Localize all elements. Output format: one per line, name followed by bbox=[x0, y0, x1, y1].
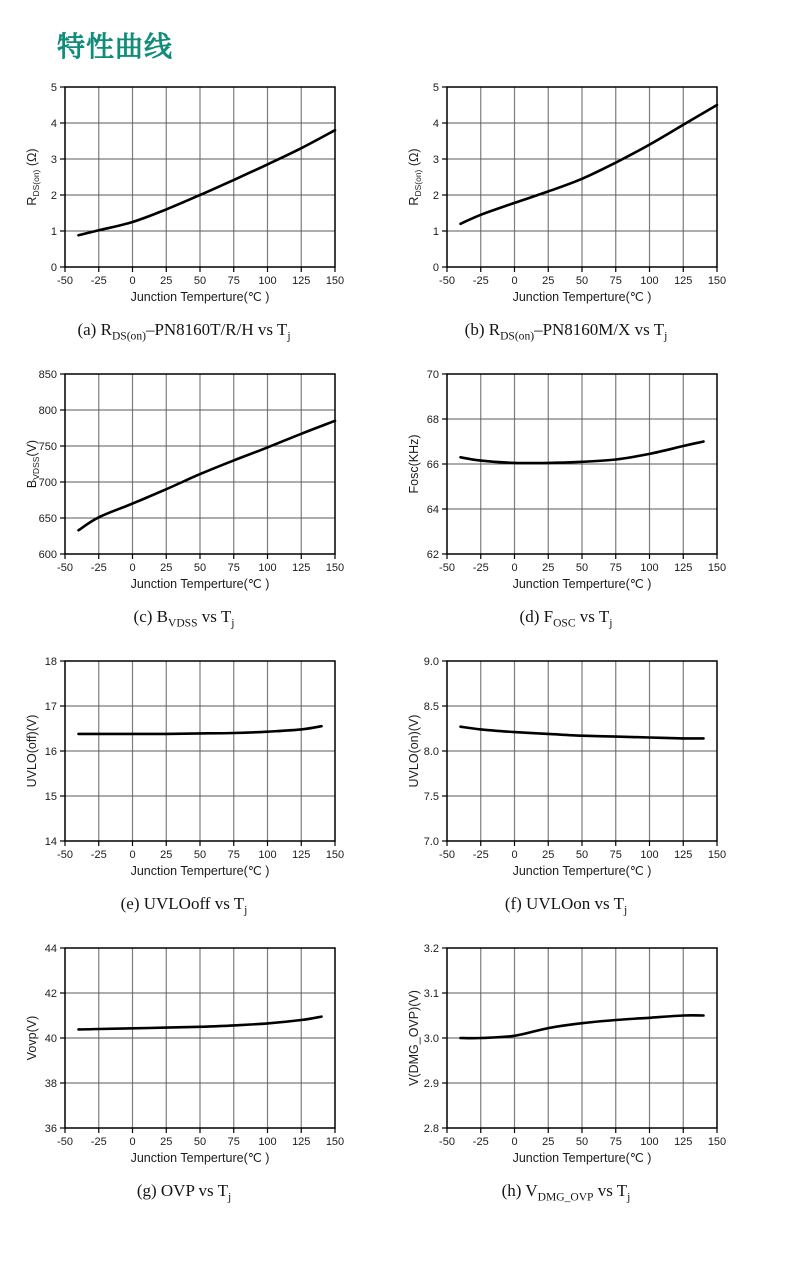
chart-f-ytick: 7.0 bbox=[423, 836, 439, 848]
chart-f-xtick: 150 bbox=[707, 849, 727, 861]
chart-f-xtick: 75 bbox=[609, 849, 622, 861]
chart-e-xtick: 100 bbox=[258, 849, 277, 861]
chart-c-xtick: 150 bbox=[325, 562, 345, 574]
chart-h-ytick: 2.9 bbox=[423, 1078, 439, 1090]
chart-e-xtick: 125 bbox=[292, 849, 311, 861]
chart-h-ytick: 3.2 bbox=[423, 943, 439, 955]
chart-a-ytick: 5 bbox=[50, 82, 57, 94]
chart-b-xtick: -25 bbox=[472, 275, 489, 287]
chart-h-xlabel: Junction Temperture(℃ ) bbox=[512, 1151, 652, 1165]
chart-g-xtick: -50 bbox=[57, 1136, 73, 1148]
chart-a-xtick: 100 bbox=[258, 275, 277, 287]
chart-e-xtick: 75 bbox=[227, 849, 240, 861]
chart-a-ylabel: $R_{DS(on)}$ (Ω) bbox=[25, 148, 41, 206]
chart-c-caption: (c) $B_{VDSS}$ vs $T_j$ bbox=[133, 607, 235, 630]
chart-f-canvas bbox=[401, 651, 731, 885]
chart-a-xtick: -50 bbox=[57, 275, 73, 287]
chart-h-xtick: 150 bbox=[707, 1136, 727, 1148]
chart-g-xtick: 100 bbox=[258, 1136, 277, 1148]
chart-f-ytick: 7.5 bbox=[423, 791, 439, 803]
chart-d-ytick: 64 bbox=[426, 504, 439, 516]
chart-d-xtick: -25 bbox=[472, 562, 489, 574]
page-title: 特性曲线 bbox=[57, 31, 174, 62]
chart-h-canvas bbox=[401, 938, 731, 1172]
chart-b-xtick: 100 bbox=[640, 275, 659, 287]
chart-a-ytick: 1 bbox=[50, 226, 57, 238]
chart-a-ytick: 4 bbox=[50, 118, 57, 130]
chart-b-ytick: 0 bbox=[432, 262, 439, 274]
chart-g-ylabel: Vovp(V) bbox=[25, 1015, 39, 1061]
chart-d-ytick: 70 bbox=[426, 369, 439, 381]
chart-d-ytick: 66 bbox=[426, 459, 439, 471]
chart-d-xtick: 150 bbox=[707, 562, 727, 574]
chart-a-xtick: 0 bbox=[129, 275, 136, 287]
chart-c-xtick: 25 bbox=[160, 562, 173, 574]
chart-c-xtick: 50 bbox=[193, 562, 207, 574]
chart-c-xtick: 75 bbox=[227, 562, 240, 574]
chart-c-xtick: 125 bbox=[292, 562, 311, 574]
chart-e-xtick: -25 bbox=[90, 849, 107, 861]
chart-b-ytick: 3 bbox=[432, 154, 439, 166]
chart-f-caption: (f) UVLOon vs $T_j$ bbox=[504, 894, 628, 917]
chart-a-ytick: 0 bbox=[50, 262, 57, 274]
chart-c-ytick: 700 bbox=[38, 477, 57, 489]
chart-f-ytick: 8.5 bbox=[423, 701, 439, 713]
chart-g-xtick: -25 bbox=[90, 1136, 107, 1148]
chart-f-xtick: 50 bbox=[575, 849, 589, 861]
chart-h-ytick: 3.1 bbox=[423, 988, 439, 1000]
chart-a-caption: (a) $R_{DS(on)}-PN8160T/R/H$ vs $T_j$ bbox=[77, 320, 291, 343]
chart-f-xtick: 0 bbox=[511, 849, 518, 861]
chart-b-xtick: 75 bbox=[609, 275, 622, 287]
chart-h-xtick: 75 bbox=[609, 1136, 622, 1148]
chart-c-ylabel: $B_{VDSS}(V)$ bbox=[25, 439, 41, 489]
chart-d-ylabel: Fosc(KHz) bbox=[407, 434, 421, 494]
chart-c-curve bbox=[79, 421, 336, 530]
chart-h-xtick: 25 bbox=[542, 1136, 555, 1148]
chart-e-ylabel: UVLO(off)(V) bbox=[25, 714, 39, 788]
chart-c-xtick: 100 bbox=[258, 562, 277, 574]
chart-d-xtick: 0 bbox=[511, 562, 518, 574]
chart-g-xtick: 25 bbox=[160, 1136, 173, 1148]
chart-d-canvas bbox=[401, 364, 731, 598]
chart-d-ytick: 62 bbox=[426, 549, 439, 561]
chart-e-caption: (e) UVLOoff vs $T_j$ bbox=[120, 894, 248, 917]
chart-d-caption: (d) $F_{OSC}$ vs $T_j$ bbox=[519, 607, 613, 630]
chart-b-xtick: 50 bbox=[575, 275, 589, 287]
chart-b-ytick: 1 bbox=[432, 226, 439, 238]
chart-a-xtick: 75 bbox=[227, 275, 240, 287]
chart-cell-b bbox=[395, 77, 790, 364]
chart-f-ylabel: UVLO(on)(V) bbox=[407, 714, 421, 788]
chart-g-ytick: 38 bbox=[44, 1078, 57, 1090]
chart-c-ytick: 600 bbox=[38, 549, 57, 561]
chart-h-xtick: 125 bbox=[674, 1136, 693, 1148]
chart-c-canvas bbox=[19, 364, 349, 598]
chart-a-ytick: 3 bbox=[50, 154, 57, 166]
chart-h-ylabel: V(DMG_OVP)(V) bbox=[407, 990, 421, 1086]
chart-h-ytick: 3.0 bbox=[423, 1033, 439, 1045]
chart-cell-e bbox=[0, 651, 395, 938]
chart-g-ytick: 36 bbox=[44, 1123, 57, 1135]
chart-d-xtick: 125 bbox=[674, 562, 693, 574]
chart-d-xtick: 25 bbox=[542, 562, 555, 574]
chart-d-xlabel: Junction Temperture(℃ ) bbox=[512, 577, 652, 591]
chart-c-xlabel: Junction Temperture(℃ ) bbox=[130, 577, 270, 591]
chart-c-ytick: 850 bbox=[38, 369, 57, 381]
chart-e-xtick: 25 bbox=[160, 849, 173, 861]
chart-b-caption: (b) $R_{DS(on)}-PN8160M/X$ vs $T_j$ bbox=[464, 320, 668, 343]
chart-h-xtick: 0 bbox=[511, 1136, 518, 1148]
chart-a-xtick: 50 bbox=[193, 275, 207, 287]
chart-a-xtick: -25 bbox=[90, 275, 107, 287]
chart-g-ytick: 44 bbox=[44, 943, 57, 955]
chart-b-xtick: 125 bbox=[674, 275, 693, 287]
chart-g-xlabel: Junction Temperture(℃ ) bbox=[130, 1151, 270, 1165]
chart-h-caption: (h) $V_{DMG\_OVP}$ vs $T_j$ bbox=[501, 1181, 631, 1204]
chart-e-canvas bbox=[19, 651, 349, 885]
chart-a-xlabel: Junction Temperture(℃ ) bbox=[130, 290, 270, 304]
chart-c-xtick: -25 bbox=[90, 562, 107, 574]
chart-g-xtick: 125 bbox=[292, 1136, 311, 1148]
chart-c-ytick: 800 bbox=[38, 405, 57, 417]
chart-b-ytick: 2 bbox=[432, 190, 439, 202]
chart-b-xtick: 0 bbox=[511, 275, 518, 287]
chart-cell-d bbox=[395, 364, 790, 651]
chart-c-xtick: -50 bbox=[57, 562, 73, 574]
chart-d-ytick: 68 bbox=[426, 414, 439, 426]
chart-c-xtick: 0 bbox=[129, 562, 136, 574]
chart-e-xtick: 50 bbox=[193, 849, 207, 861]
chart-b-xtick: -50 bbox=[439, 275, 455, 287]
chart-h-xtick: 50 bbox=[575, 1136, 589, 1148]
chart-f-xlabel: Junction Temperture(℃ ) bbox=[512, 864, 652, 878]
chart-b-ylabel: $R_{DS(on)}$ (Ω) bbox=[407, 148, 423, 206]
chart-d-xtick: 75 bbox=[609, 562, 622, 574]
chart-g-caption: (g) OVP vs $T_j$ bbox=[136, 1181, 232, 1204]
chart-g-ytick: 40 bbox=[44, 1033, 57, 1045]
chart-g-xtick: 50 bbox=[193, 1136, 207, 1148]
chart-e-ytick: 16 bbox=[44, 746, 57, 758]
chart-a-ytick: 2 bbox=[50, 190, 57, 202]
chart-cell-f bbox=[395, 651, 790, 938]
chart-g-xtick: 150 bbox=[325, 1136, 345, 1148]
chart-d-xtick: 50 bbox=[575, 562, 589, 574]
chart-f-xtick: 125 bbox=[674, 849, 693, 861]
chart-h-xtick: -25 bbox=[472, 1136, 489, 1148]
chart-cell-c bbox=[0, 364, 395, 651]
chart-a-canvas bbox=[19, 77, 349, 311]
chart-f-xtick: 100 bbox=[640, 849, 659, 861]
chart-b-ytick: 4 bbox=[432, 118, 439, 130]
chart-f-xtick: 25 bbox=[542, 849, 555, 861]
chart-e-xtick: -50 bbox=[57, 849, 73, 861]
chart-f-ytick: 9.0 bbox=[423, 656, 439, 668]
chart-b-xtick: 25 bbox=[542, 275, 555, 287]
chart-e-ytick: 15 bbox=[44, 791, 57, 803]
chart-g-xtick: 75 bbox=[227, 1136, 240, 1148]
chart-e-ytick: 17 bbox=[44, 701, 57, 713]
chart-e-ytick: 14 bbox=[44, 836, 57, 848]
chart-b-ytick: 5 bbox=[432, 82, 439, 94]
chart-d-xtick: -50 bbox=[439, 562, 455, 574]
chart-cell-g bbox=[0, 938, 395, 1225]
chart-cell-h bbox=[395, 938, 790, 1225]
chart-g-canvas bbox=[19, 938, 349, 1172]
chart-g-xtick: 0 bbox=[129, 1136, 136, 1148]
chart-b-canvas bbox=[401, 77, 731, 311]
chart-e-xtick: 150 bbox=[325, 849, 345, 861]
chart-cell-a bbox=[0, 77, 395, 364]
chart-b-xlabel: Junction Temperture(℃ ) bbox=[512, 290, 652, 304]
charts-grid bbox=[0, 77, 790, 1225]
chart-a-xtick: 150 bbox=[325, 275, 345, 287]
chart-g-ytick: 42 bbox=[44, 988, 57, 1000]
chart-h-xtick: -50 bbox=[439, 1136, 455, 1148]
chart-f-ytick: 8.0 bbox=[423, 746, 439, 758]
chart-e-xlabel: Junction Temperture(℃ ) bbox=[130, 864, 270, 878]
chart-a-curve bbox=[79, 130, 336, 235]
chart-c-ytick: 750 bbox=[38, 441, 57, 453]
chart-f-xtick: -50 bbox=[439, 849, 455, 861]
chart-b-xtick: 150 bbox=[707, 275, 727, 287]
chart-e-xtick: 0 bbox=[129, 849, 136, 861]
chart-h-ytick: 2.8 bbox=[423, 1123, 439, 1135]
chart-e-ytick: 18 bbox=[44, 656, 57, 668]
chart-d-xtick: 100 bbox=[640, 562, 659, 574]
chart-f-xtick: -25 bbox=[472, 849, 489, 861]
chart-a-xtick: 125 bbox=[292, 275, 311, 287]
chart-h-xtick: 100 bbox=[640, 1136, 659, 1148]
chart-c-ytick: 650 bbox=[38, 513, 57, 525]
chart-a-xtick: 25 bbox=[160, 275, 173, 287]
